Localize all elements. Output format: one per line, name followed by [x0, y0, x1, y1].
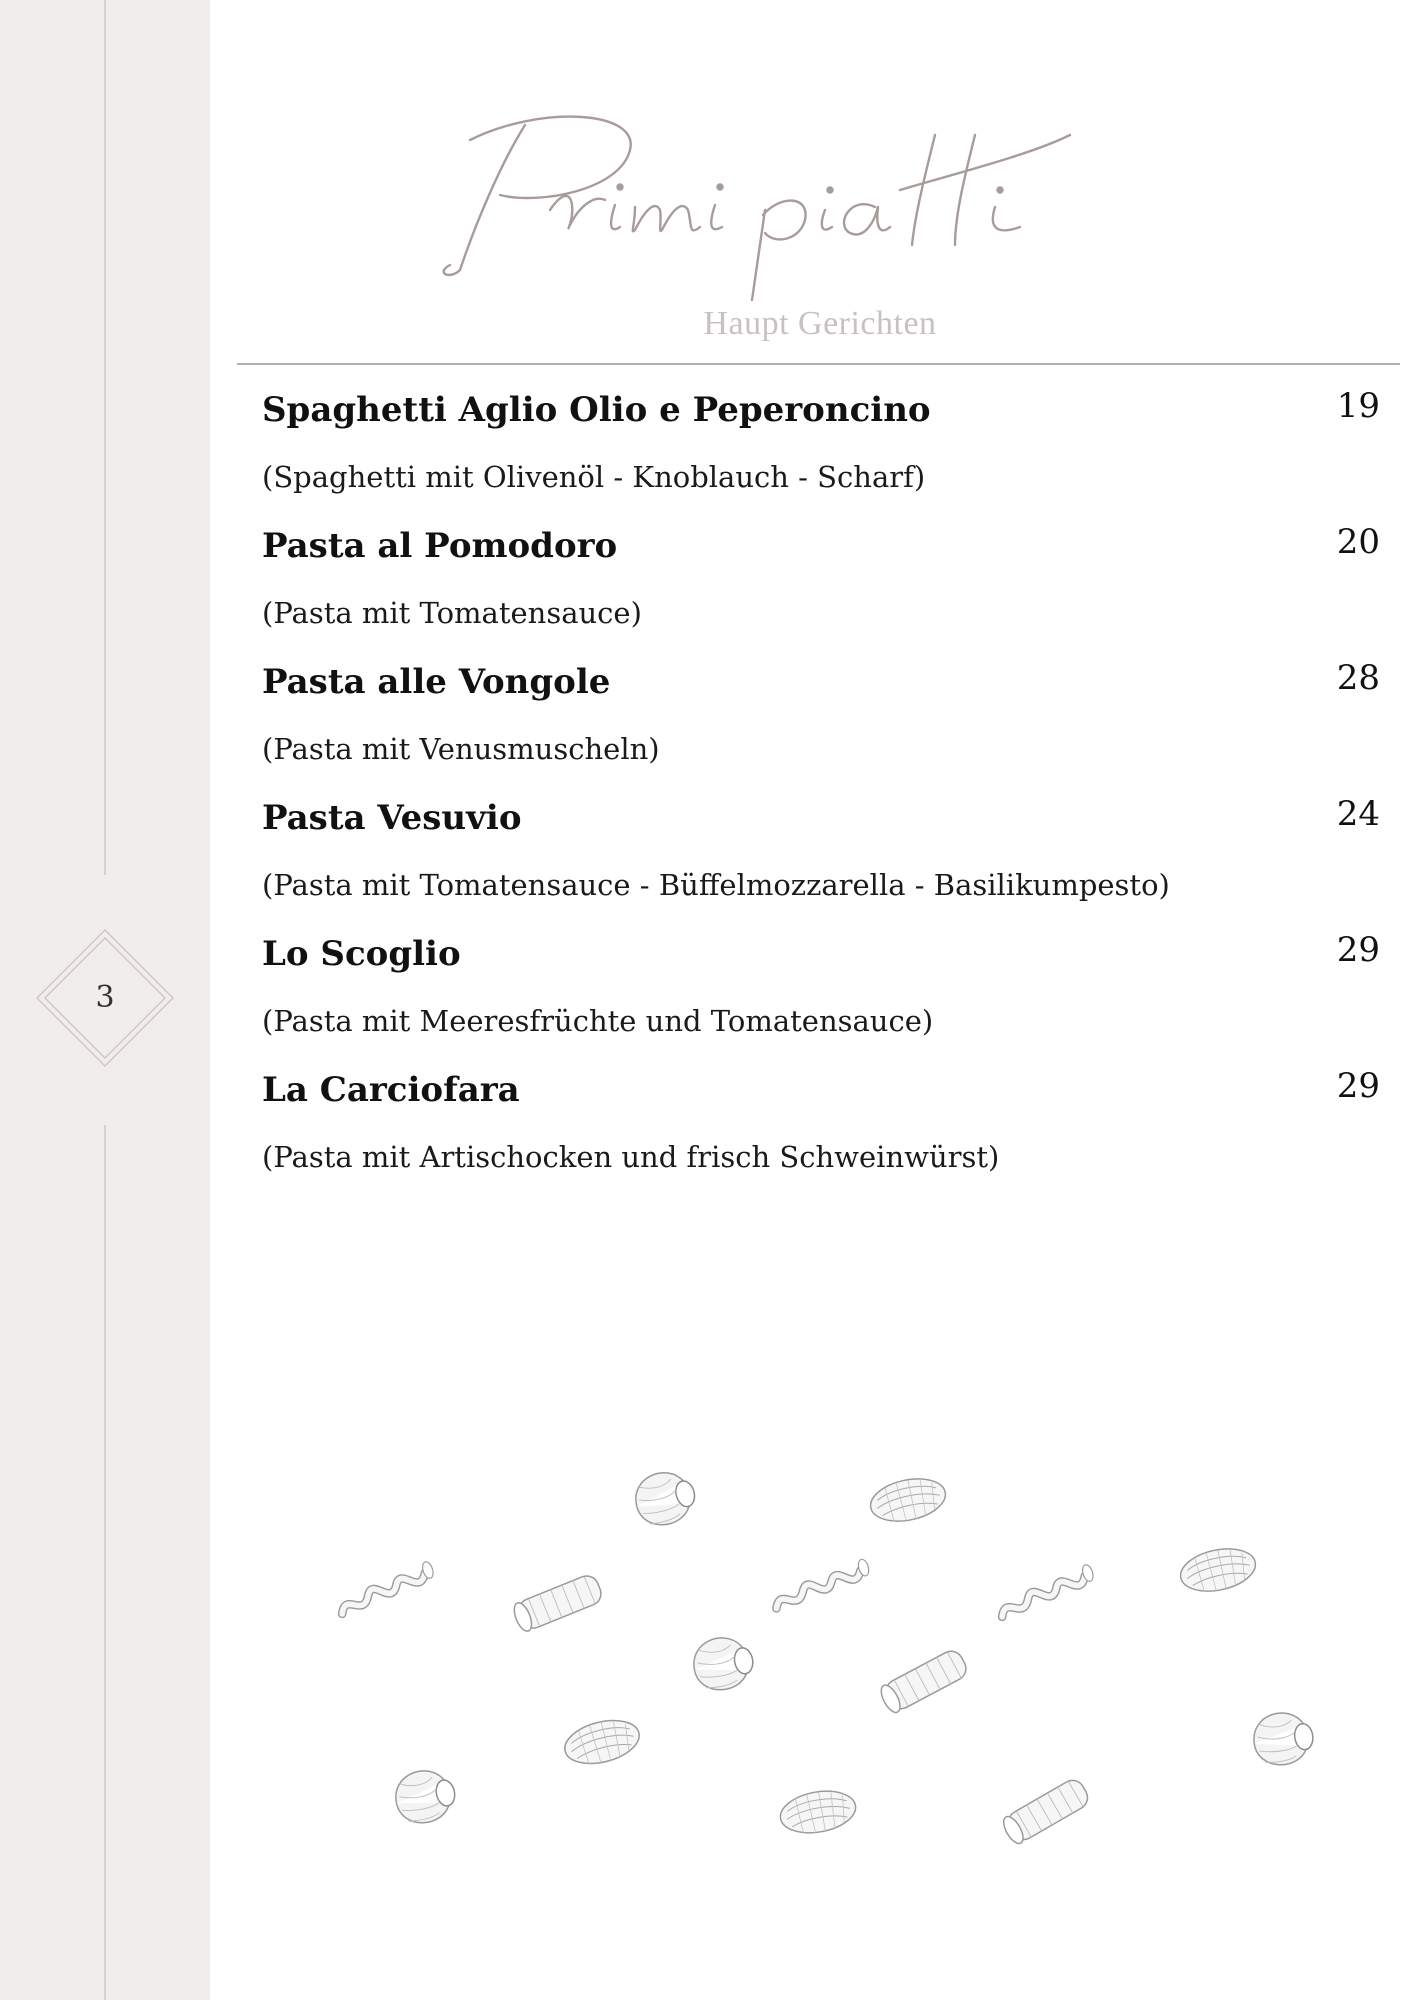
dish-description: (Pasta mit Tomatensauce) — [262, 596, 642, 630]
pasta-shell-icon — [867, 1473, 950, 1528]
pasta-spiral-icon — [335, 1560, 437, 1613]
dish-name: Lo Scoglio — [262, 934, 461, 974]
menu-item — [262, 516, 1380, 652]
menu-item — [262, 788, 1380, 924]
dish-description: (Pasta mit Meeresfrüchte und Tomatensauce) — [262, 1004, 934, 1038]
dish-description: (Spaghetti mit Olivenöl - Knoblauch - Scharf) — [262, 460, 926, 494]
dish-description: (Pasta mit Artischocken und frisch Schweinwürst) — [262, 1140, 1000, 1174]
pasta-illustrations — [210, 1440, 1414, 1860]
dish-price: 19 — [1336, 386, 1380, 426]
menu-list — [262, 380, 1380, 1196]
sidebar — [0, 0, 210, 2000]
menu-item — [262, 652, 1380, 788]
menu-item — [262, 924, 1380, 1060]
menu-item — [262, 380, 1380, 516]
dish-price: 28 — [1336, 658, 1380, 698]
dish-description: (Pasta mit Venusmuscheln) — [262, 732, 660, 766]
page-title — [430, 95, 1150, 305]
dish-price: 24 — [1336, 794, 1380, 834]
page-number: 3 — [95, 980, 115, 1015]
pasta-tube-icon — [877, 1647, 970, 1715]
dish-name: Pasta al Pomodoro — [262, 526, 618, 566]
dish-name: Pasta Vesuvio — [262, 798, 522, 838]
pasta-elbow-icon — [630, 1466, 700, 1531]
pasta-elbow-icon — [391, 1765, 459, 1828]
menu-item — [262, 1060, 1380, 1196]
pasta-shell-icon — [1177, 1543, 1260, 1598]
page-number-badge — [35, 928, 175, 1068]
pasta-elbow-icon — [1251, 1709, 1317, 1768]
pasta-shell-icon — [560, 1713, 643, 1770]
pasta-shell-icon — [777, 1786, 859, 1839]
dish-price: 29 — [1336, 930, 1380, 970]
sidebar-line-top — [104, 0, 106, 875]
dish-name: Pasta alle Vongole — [262, 662, 611, 702]
pasta-tube-icon — [511, 1572, 605, 1633]
header-divider — [237, 363, 1400, 365]
dish-name: Spaghetti Aglio Olio e Peperoncino — [262, 390, 931, 430]
dish-name: La Carciofara — [262, 1070, 520, 1110]
dish-description: (Pasta mit Tomatensauce - Büffelmozzarella - Basilikumpesto) — [262, 868, 1170, 902]
pasta-elbow-icon — [690, 1633, 757, 1694]
pasta-spiral-icon — [770, 1558, 872, 1608]
dish-price: 20 — [1336, 522, 1380, 562]
page-subtitle: Haupt Gerichten — [703, 305, 937, 342]
pasta-spiral-icon — [995, 1563, 1097, 1616]
pasta-tube-icon — [1000, 1776, 1092, 1846]
sidebar-line-bottom — [104, 1125, 106, 2000]
dish-price: 29 — [1336, 1066, 1380, 1106]
